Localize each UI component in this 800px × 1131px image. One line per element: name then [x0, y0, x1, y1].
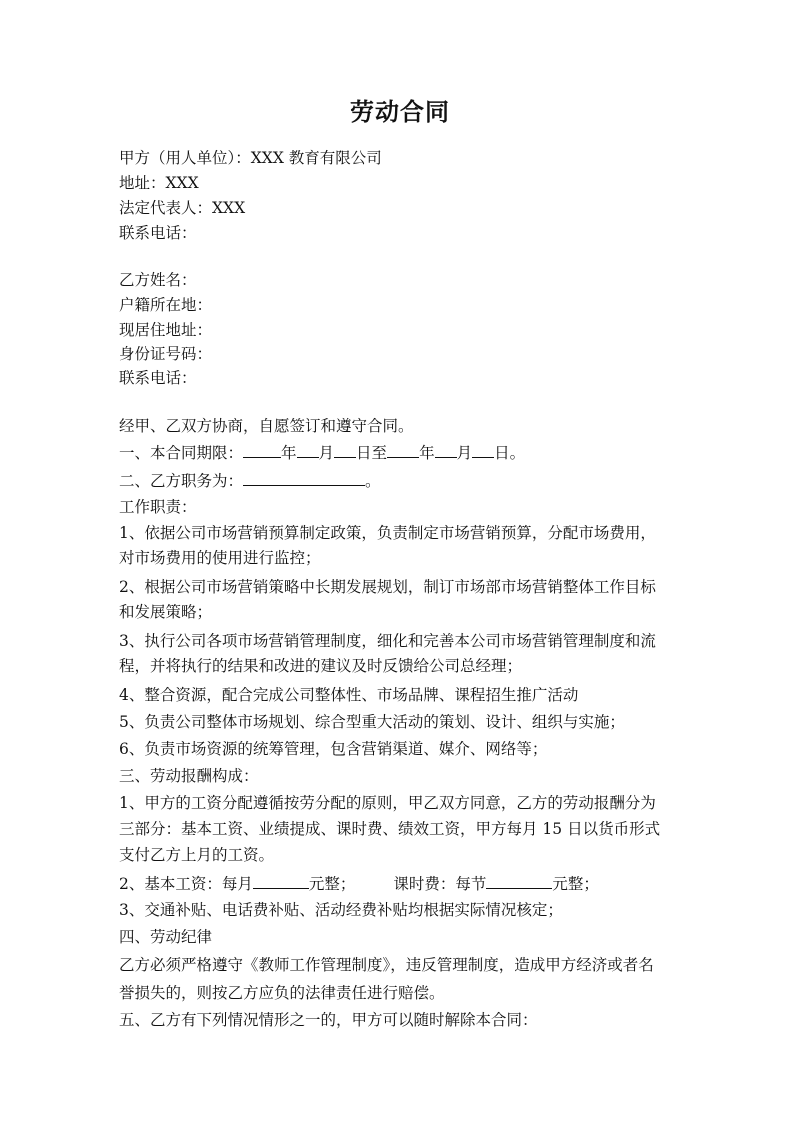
contract-term: [119, 442, 525, 463]
duty-line: 4、整合资源，配合完成公司整体性、市场品牌、课程招生推广活动: [119, 686, 579, 704]
term-start-year-blank[interactable]: [243, 442, 281, 458]
base-salary-suffix: 元整；: [308, 875, 356, 893]
pay-line: 三部分：基本工资、业绩提成、课时费、绩效工资，甲方每月 15 日以货币形式: [119, 820, 661, 838]
hourly-fee-suffix: 元整；: [552, 875, 599, 893]
duty-line: 6、负责市场资源的统筹管理，包含营销渠道、媒介、网络等；: [119, 740, 548, 758]
party-b-name: 乙方姓名：: [119, 271, 197, 289]
party-a-phone: 联系电话：: [119, 224, 197, 242]
duty-line: 2、根据公司市场营销策略中长期发展规划，制订市场部市场营销整体工作目标: [119, 578, 656, 596]
term-day-to: 日至: [356, 444, 388, 462]
duty-line: 程，并将执行的结果和改进的建议及时反馈给公司总经理；: [119, 657, 523, 675]
hourly-fee-prefix: 课时费：每节: [393, 875, 487, 893]
term-end-day-blank[interactable]: [472, 442, 494, 458]
discipline-heading: 四、劳动纪律: [119, 928, 213, 946]
party-a-address: 地址：XXX: [119, 174, 199, 192]
party-b-current-address: 现居住地址：: [119, 321, 213, 339]
discipline-line: 誉损失的，则按乙方应负的法律责任进行赔偿。: [119, 984, 445, 1002]
salary-line: [119, 873, 599, 894]
term-day2: 日。: [494, 444, 526, 462]
duty-line: 对市场费用的使用进行监控；: [119, 549, 321, 567]
term-year1: 年: [281, 444, 297, 462]
term-month1: 月: [318, 444, 335, 462]
pay-line: 1、甲方的工资分配遵循按劳分配的原则，甲乙双方同意，乙方的劳动报酬分为: [119, 794, 656, 812]
pay-heading: 三、劳动报酬构成：: [119, 767, 259, 785]
term-start-day-blank[interactable]: [334, 442, 356, 458]
party-b-phone: 联系电话：: [119, 369, 197, 387]
term-year2: 年: [419, 444, 435, 462]
duty-line: 1、依据公司市场营销预算制定政策，负责制定市场营销预算，分配市场费用，: [119, 524, 656, 542]
duty-line: 3、执行公司各项市场营销管理制度，细化和完善本公司市场营销管理制度和流: [119, 632, 656, 650]
base-salary-prefix: 2、基本工资：每月: [119, 875, 253, 893]
party-a-legal-rep: 法定代表人：XXX: [119, 199, 246, 217]
term-start-month-blank[interactable]: [297, 442, 319, 458]
party-b-id-number: 身份证号码：: [119, 345, 213, 363]
termination-heading: 五、乙方有下列情况情形之一的，甲方可以随时解除本合同：: [119, 1011, 538, 1029]
duty-line: 和发展策略；: [119, 603, 213, 621]
duties-heading: 工作职责：: [119, 498, 197, 516]
allowance-line: 3、交通补贴、电话费补贴、活动经费补贴均根据实际情况核定；: [119, 901, 563, 919]
term-end-year-blank[interactable]: [387, 442, 419, 458]
term-end-month-blank[interactable]: [435, 442, 457, 458]
term-prefix: 一、本合同期限：: [119, 444, 244, 462]
party-a-name: 甲方（用人单位）：XXX 教育有限公司: [119, 149, 382, 167]
base-salary-blank[interactable]: [253, 873, 309, 889]
duty-line: 5、负责公司整体市场规划、综合型重大活动的策划、设计、组织与实施；: [119, 713, 625, 731]
position-prefix: 二、乙方职务为：: [119, 472, 244, 490]
hourly-fee-blank[interactable]: [486, 873, 552, 889]
pay-line: 支付乙方上月的工资。: [119, 846, 275, 864]
term-month2: 月: [456, 444, 473, 462]
document-title: 劳动合同: [350, 97, 450, 126]
party-b-household: 户籍所在地：: [119, 296, 213, 314]
position-blank[interactable]: [243, 470, 365, 486]
position-suffix: 。: [365, 472, 381, 490]
position-line: [119, 470, 381, 491]
discipline-line: 乙方必须严格遵守《教师工作管理制度》，违反管理制度，造成甲方经济或者名: [119, 956, 654, 974]
intro-text: 经甲、乙双方协商，自愿签订和遵守合同。: [119, 417, 414, 435]
